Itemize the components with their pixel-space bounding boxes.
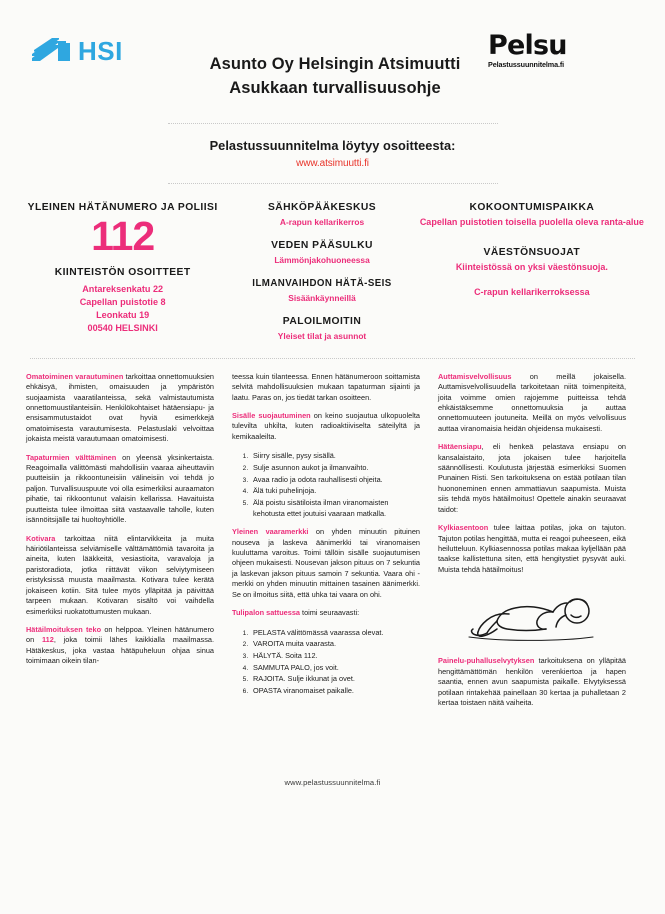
paragraph-painelu-puhalluselvytys — [438, 656, 626, 708]
list-item: 3. HÄLYTÄ. Soita 112. — [250, 650, 420, 661]
paragraph-kotivara — [26, 534, 214, 617]
paragraph-text: on yhden minuutin pituinen nouseva ja laskeva äänimerkki tai viranomaisen kuuluttama varoitus. Toimi tällöin sisälle suojautumisen ohjeen mukaisesti. Nousevan jakson pituus on 7 sekuntia ja laskevan jakson pituus samoin 7 sekuntia. Vaara ohi -merkki on yhden minuutin mittainen tasainen äänimerkki. Se on ilmoitus siitä, että uhka tai vaara on ohi. — [232, 527, 420, 599]
hsi-logo-text: HSI — [78, 36, 123, 66]
shelter-indoors-steps — [232, 450, 420, 519]
water-shutoff-value: Lämmönjakohuoneessa — [274, 254, 370, 265]
ventilation-stop-value: Sisäänkäynneillä — [288, 292, 356, 303]
property-address-lines — [18, 283, 227, 335]
plan-location-title: Pelastussuunnitelma löytyy osoitteesta: — [209, 138, 456, 153]
paragraph-tapaturmien-valttaminen — [26, 453, 214, 526]
footer — [0, 778, 665, 787]
paragraph-text-b: , joka toimii lähes kaikkialla maailmassa. Hätäkeskus, joka vastaa hätäpuheluun ohjaa sinua toimimaan oikein tilan- — [26, 635, 214, 666]
list-item: 2. VAROITA muita vaarasta. — [250, 638, 420, 649]
paragraph-lead: Sisälle suojautuminen — [232, 410, 311, 420]
paragraph-text: on yleensä yksinkertaista. Reagoimalla välittömästi mahdollisiin vaaraa aiheuttaviin puutteisiin ja rikkoontuneisiin välineisiin voi tehdä jo paljon. Turvallisuuspuute voi olla esimerkiksi auraamaton pihatie, tai rikkoontunut valaisin kellarissa. Havaituista puutteista tulee ilmoittaa siitä vastaavalle taholle, kuten isännöitsijälle tai huoltoyhtiölle. — [26, 452, 214, 525]
body-column-3 — [438, 372, 626, 709]
paragraph-text: tulee laittaa potilas, joka on tajuton. Tajuton potilas hengittää, mutta ei reagoi puheeseen, eikä heilutteluun. Kylkiasennossa potilas makaa kyljellään pää taakse kallistettuna siten, että hengitystiet pysyvät auki. Muista tehdä hätäilmoitus! — [438, 523, 626, 574]
page-header — [0, 0, 665, 105]
list-item: 4. SAMMUTA PALO, jos voit. — [250, 662, 420, 673]
paragraph-lead: Omatoiminen varautuminen — [26, 371, 124, 381]
paragraph-lead: Tulipalon sattuessa — [232, 608, 301, 618]
paragraph-text: on keino suojautua ulkopuolelta tulevilta uhkilta, kuten radioaktiiviselta säteilyltä ja kemikaaleilta. — [232, 410, 420, 441]
list-item: 1. PELASTA välittömässä vaarassa olevat. — [250, 627, 420, 638]
fire-response-steps — [232, 627, 420, 696]
paragraph-tulipalon-sattuessa — [232, 608, 420, 618]
title-line-1: Asunto Oy Helsingin Atsimuutti — [209, 55, 461, 73]
recovery-position-icon — [457, 585, 607, 647]
paragraph-text: teessa kuin tilanteessa. Ennen hätänumeroon soittamista selvitä mahdollisuuksien mukaan tapaturman sijainti ja laatu. Paras on, jos tiedät tarkan osoitteen. — [232, 371, 420, 402]
list-item: 6. OPASTA viranomaiset paikalle. — [250, 685, 420, 696]
civil-shelter-heading: VÄESTÖNSUOJAT — [483, 246, 581, 258]
divider-top — [168, 123, 498, 124]
address-line-3: Leonkatu 19 — [96, 309, 150, 320]
assembly-point-heading: KOKOONTUMISPAIKKA — [469, 202, 595, 213]
address-line-1: Antareksenkatu 22 — [82, 284, 164, 295]
paragraph-yleinen-vaaramerkki — [232, 527, 420, 600]
list-item: 1. Siirry sisälle, pysy sisällä. — [250, 450, 420, 461]
list-item: 5. Älä poistu sisätiloista ilman viranomaisten kehotusta ettet joutuisi vaaraan matkalla. — [250, 497, 420, 519]
divider-mid — [168, 183, 498, 184]
emergency-number-value: 112 — [91, 213, 155, 259]
divider-body — [30, 358, 635, 359]
document-title — [160, 53, 510, 101]
recovery-position-illustration — [438, 585, 626, 647]
hsi-building-icon — [28, 36, 72, 66]
electrical-main-heading: SÄHKÖPÄÄKESKUS — [267, 202, 377, 213]
paragraph-lead: Auttamisvelvollisuus — [438, 371, 512, 381]
paragraph-kylkiasentoon — [438, 523, 626, 575]
pelsu-logo-subtitle: Pelastussuunnitelma.fi — [488, 60, 565, 69]
assembly-shelter-column — [417, 202, 647, 299]
emergency-number-heading: YLEINEN HÄTÄNUMERO JA POLIISI — [27, 202, 218, 213]
fire-alarm-heading: PALOILMOITIN — [282, 315, 362, 327]
address-line-2: Capellan puistotie 8 — [79, 296, 166, 307]
water-shutoff-heading: VEDEN PÄÄSULKU — [271, 239, 373, 251]
paragraph-lead: Kylkiasentoon — [438, 523, 489, 533]
paragraph-hataimoituksen-teko — [26, 625, 214, 667]
fire-alarm-value: Yleiset tilat ja asunnot — [277, 330, 367, 341]
civil-shelter-value: Kiinteistössä on yksi väestönsuoja. — [455, 261, 608, 272]
paragraph-text: tarkoituksena on ylläpitää hengittämättömän henkilön verenkiertoa ja hapen saantia, ennen avun saapumista paikalle. Elvytyksessä potilaan rintakehää painellaan 30 kertaa ja puhalletaan 2 kertaa toistaen näitä vaiheita. — [438, 656, 626, 707]
paragraph-hatailmoitus-continued — [232, 372, 420, 403]
paragraph-lead: Painelu-puhalluselvytyksen — [438, 656, 535, 666]
key-info-row — [0, 202, 665, 342]
ventilation-stop-heading: ILMANVAIHDON HÄTÄ-SEIS — [252, 277, 392, 289]
paragraph-auttamisvelvollisuus — [438, 372, 626, 435]
body-column-1 — [26, 372, 214, 709]
list-item: 4. Älä tuki puhelinjoja. — [250, 485, 420, 496]
paragraph-hataensiapu — [438, 442, 626, 515]
address-line-4: 00540 HELSINKI — [87, 322, 158, 333]
paragraph-omatoiminen-varautuminen — [26, 372, 214, 445]
assembly-point-value: Capellan puistotien toisella puolella oleva ranta-alue — [419, 217, 644, 227]
paragraph-lead: Hätäilmoituksen teko — [26, 624, 102, 634]
body-column-2 — [232, 372, 420, 709]
title-line-2: Asukkaan turvallisuusohje — [229, 78, 441, 97]
paragraph-lead: Hätäensiapu — [438, 442, 482, 452]
pelsu-logo — [488, 30, 593, 69]
paragraph-lead: Tapaturmien välttäminen — [26, 452, 117, 462]
paragraph-text-a: on helppoa. Yleinen hätänumero on — [26, 624, 214, 645]
paragraph-text: toimi seuraavasti: — [300, 608, 360, 618]
plan-location-block — [0, 138, 665, 169]
paragraph-lead: Kotivara — [26, 533, 56, 543]
emergency-info-column — [18, 202, 227, 335]
hsi-logo — [28, 36, 123, 66]
emergency-number-inline: 112 — [41, 635, 54, 645]
list-item: 5. RAJOITA. Sulje ikkunat ja ovet. — [250, 673, 420, 684]
paragraph-text: , eli henkeä pelastava ensiapu on kansalaistaito, jota jokaisen tulee harjoitella säännöllisesti. Koulutusta järjestää esimerkiksi Suomen Punainen Risti. Sen tarkoituksena on estää potilaan tilan huononeminen ennen ammattiavun saapumista. Muista siis tehdä myös hätäilmoitus! Opettele ainakin seuraavat taidot: — [438, 442, 626, 514]
footer-url[interactable]: www.pelastussuunnitelma.fi — [284, 778, 381, 787]
pelsu-logo-text: Pelsu — [488, 30, 567, 61]
paragraph-sisalle-suojautuminen — [232, 411, 420, 442]
building-systems-column — [227, 202, 416, 342]
plan-url-link[interactable]: www.atsimuutti.fi — [296, 158, 369, 169]
paragraph-text: tarkoittaa onnettomuuksien ehkäisyä, ihmisten, omaisuuden ja ympäristön suojaamista vaaratilanteissa, sekä valmistautumista onnettomuustilanteisiin. Henkilökohtaiset hätäensiapu- ja ensisammutustaidot ovat hyviä esimerkkejä omatoimisesta varautumisesta. Pelastuslaki velvoittaa jokaista meistä varautumaan omatoimisesti. — [26, 371, 214, 444]
electrical-main-value: A-rapun kellarikerros — [279, 217, 365, 227]
list-item: 2. Sulje asunnon aukot ja ilmanvaihto. — [250, 462, 420, 473]
body-columns — [0, 372, 665, 709]
paragraph-lead: Yleinen vaaramerkki — [232, 527, 309, 537]
property-address-heading: KIINTEISTÖN OSOITTEET — [54, 267, 191, 279]
paragraph-text: on meillä jokaisella. Auttamisvelvollisuudella tarkoitetaan niitä toimenpiteitä, joita voimme omien rajojemme puitteissa tehdä ehkäistäksemme onnettomuuksia ja auttaa onnettomuuteen joutuneita. Meillä on myös velvollisuus auttaa viranomaisia heidän ohjeidensa mukaisesti. — [438, 371, 626, 433]
civil-shelter-location: C-rapun kellarikerroksessa — [474, 287, 590, 298]
list-item: 3. Avaa radio ja odota rauhallisesti ohjeita. — [250, 474, 420, 485]
paragraph-text: tarkoittaa niitä elintarvikkeita ja muita häiriötilanteissa selviämiselle välttämättömiä tavaroita ja aineita, kuten lääkkeitä, vesiastioita, varavaloja ja paristoradiota, jotka riittävät viikon selviytymiseen eristyksissä muusta maailmasta. Kotivara tulee kerätä jokaiseen kotiin. Sitä tulee myös ylläpitää ja päivittää tarpeen mukaan. Kotivaran sisältö voi vaihdella esimerkiksi ruokatottumusten mukaan. — [26, 533, 214, 616]
